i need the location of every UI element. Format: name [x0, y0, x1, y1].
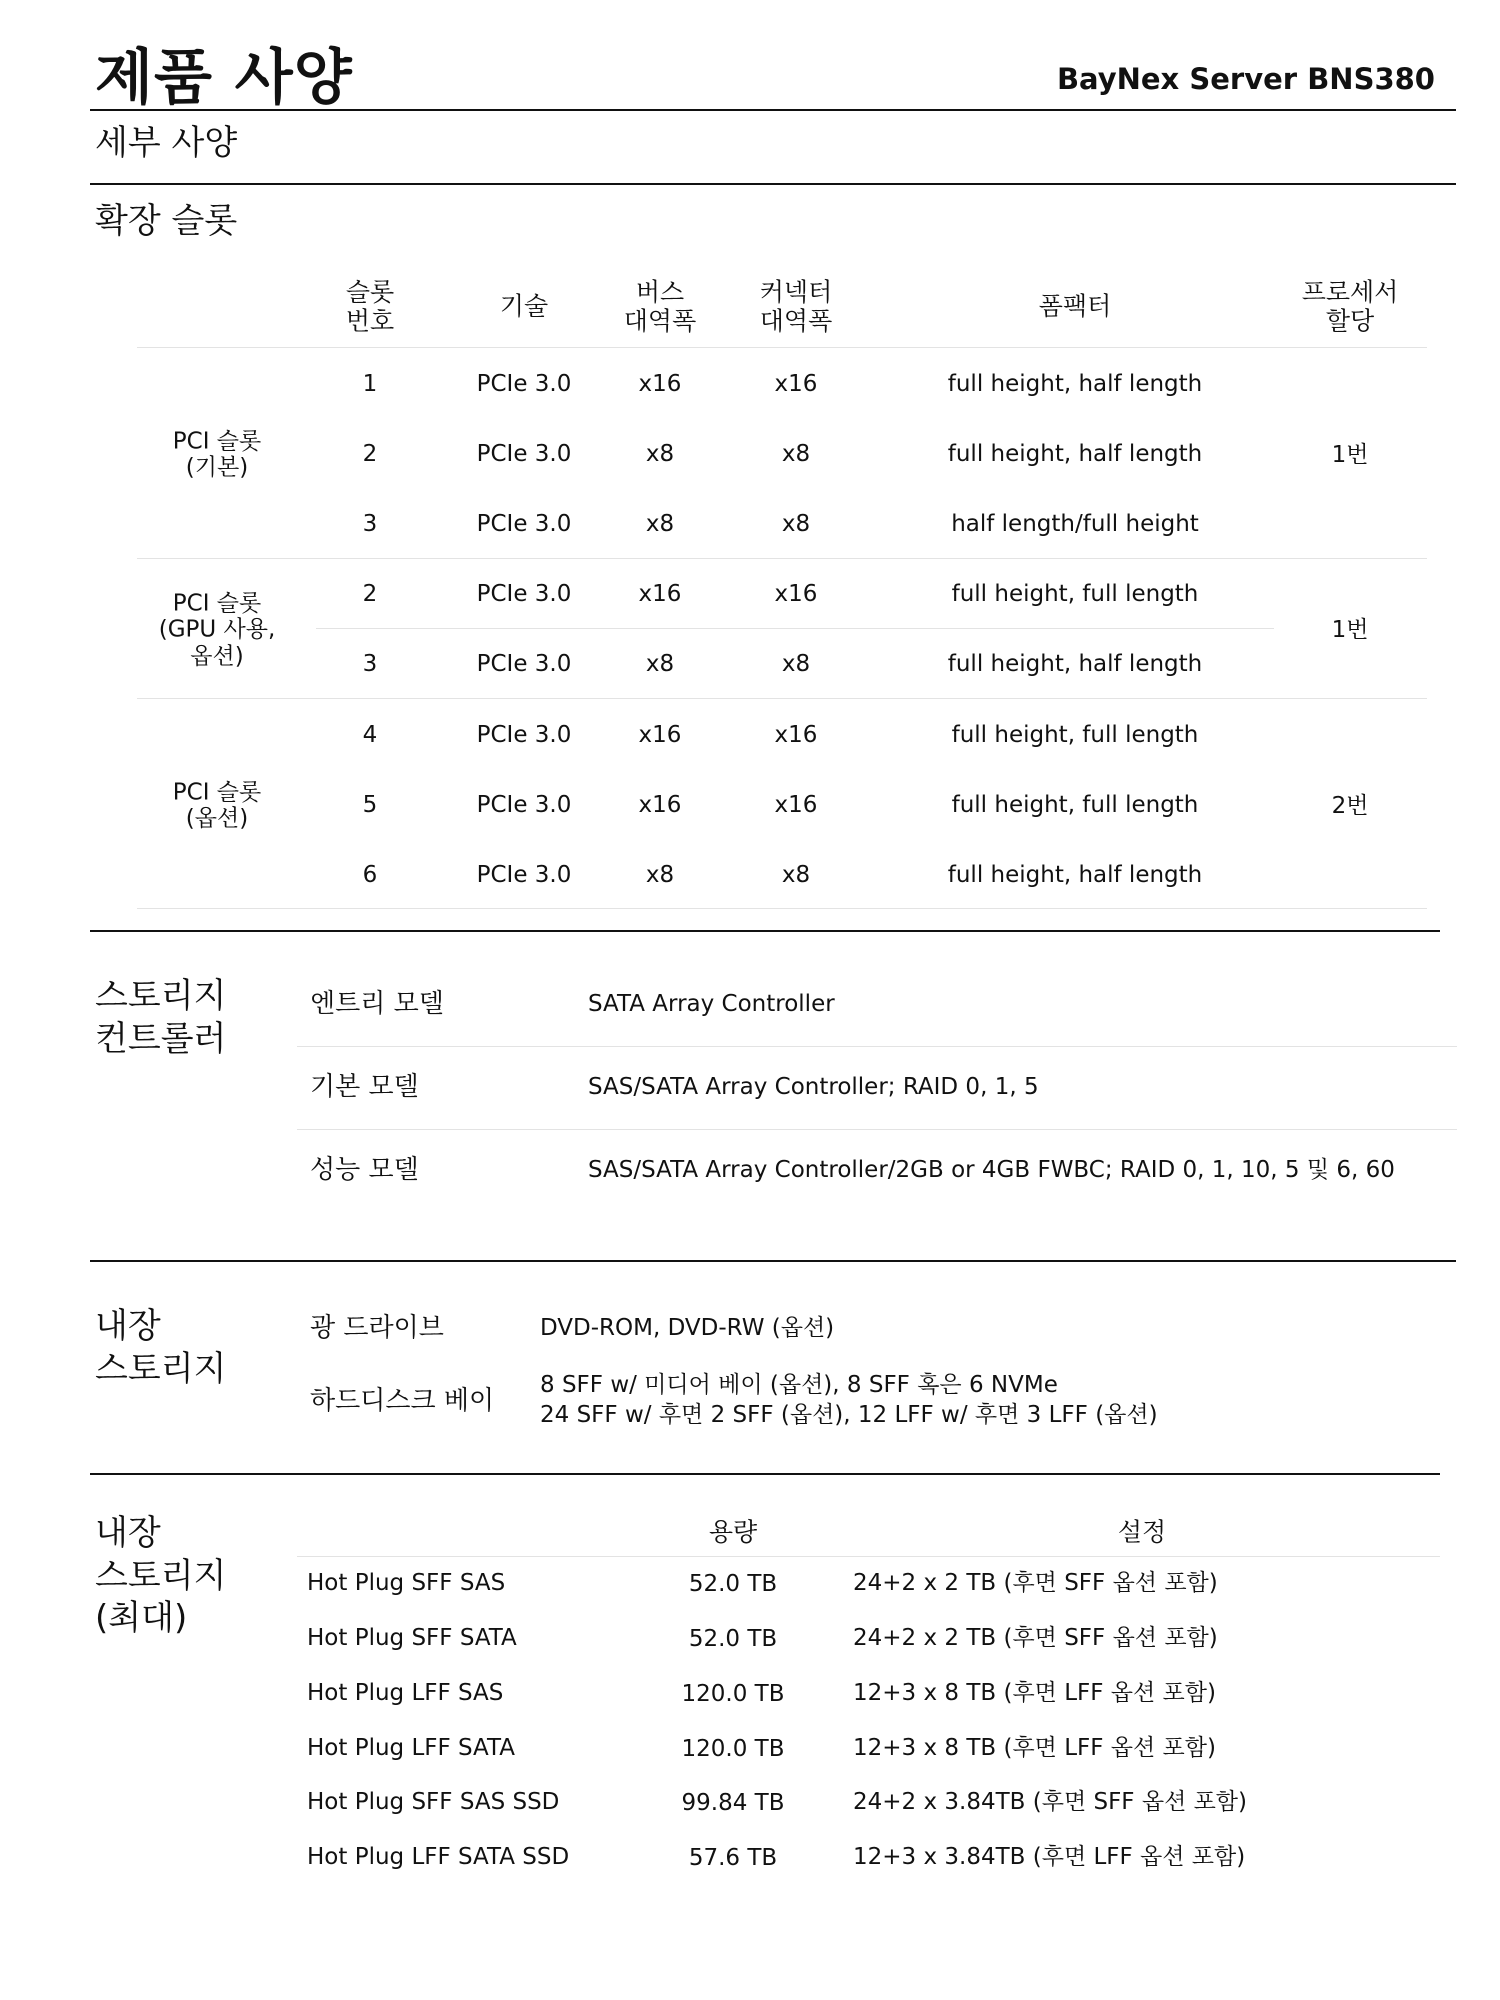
slot-number: 5 — [362, 791, 378, 818]
drive-type: Hot Plug SFF SAS SSD — [307, 1789, 560, 1816]
model-spec: SATA Array Controller — [588, 991, 835, 1018]
table-divider — [137, 698, 1427, 699]
drive-type: Hot Plug LFF SATA SSD — [307, 1844, 570, 1871]
slot-tech: PCIe 3.0 — [476, 370, 572, 397]
model-spec: SAS/SATA Array Controller/2GB or 4GB FWBC; RAID 0, 1, 10, 5 및 6, 60 — [588, 1157, 1395, 1184]
slot-bus: x16 — [638, 370, 682, 397]
section-divider — [90, 930, 1440, 932]
model-name: 기본 모델 — [310, 1072, 419, 1103]
slot-number: 3 — [362, 650, 378, 677]
drive-config: 12+3 x 8 TB (후면 LFF 옵션 포함) — [853, 1680, 1216, 1707]
drive-config: 24+2 x 2 TB (후면 SFF 옵션 포함) — [853, 1625, 1218, 1652]
section-divider — [90, 1473, 1440, 1475]
slot-bus: x8 — [645, 650, 675, 677]
drive-config: 12+3 x 3.84TB (후면 LFF 옵션 포함) — [853, 1844, 1246, 1871]
column-header-connector: 커넥터 대역폭 — [759, 277, 833, 335]
drive-type: Hot Plug SFF SATA — [307, 1625, 517, 1652]
slot-connector: x8 — [781, 861, 811, 888]
slot-bus: x8 — [645, 510, 675, 537]
column-header-form-factor: 폼팩터 — [1038, 291, 1112, 321]
slot-connector: x16 — [774, 721, 818, 748]
drive-capacity: 120.0 TB — [681, 1680, 785, 1707]
slot-form-factor: half length/full height — [951, 510, 1199, 537]
drive-capacity: 99.84 TB — [681, 1789, 785, 1816]
model-name: 성능 모델 — [310, 1155, 419, 1186]
optical-drive-label: 광 드라이브 — [310, 1313, 444, 1344]
table-divider — [137, 908, 1427, 909]
model-spec: SAS/SATA Array Controller; RAID 0, 1, 5 — [588, 1074, 1039, 1101]
group-label: PCI 슬롯 (옵션) — [172, 779, 262, 832]
slot-tech: PCIe 3.0 — [476, 650, 572, 677]
processor-assignment: 1번 — [1331, 616, 1369, 643]
section-title-internal-storage-max: 내장 스토리지 (최대) — [95, 1513, 227, 1638]
slot-form-factor: full height, half length — [947, 650, 1203, 677]
section-divider — [90, 1260, 1456, 1262]
slot-tech: PCIe 3.0 — [476, 861, 572, 888]
row-divider — [297, 1129, 1457, 1130]
slot-bus: x8 — [645, 440, 675, 467]
drive-type: Hot Plug LFF SAS — [307, 1680, 504, 1707]
processor-assignment: 2번 — [1331, 792, 1369, 819]
column-header-processor: 프로세서 할당 — [1301, 277, 1399, 335]
table-divider — [316, 628, 1274, 629]
drive-type: Hot Plug LFF SATA — [307, 1735, 515, 1762]
slot-form-factor: full height, full length — [951, 721, 1199, 748]
drive-config: 24+2 x 2 TB (후면 SFF 옵션 포함) — [853, 1570, 1218, 1597]
slot-connector: x8 — [781, 510, 811, 537]
slot-form-factor: full height, full length — [951, 580, 1199, 607]
slot-tech: PCIe 3.0 — [476, 791, 572, 818]
slot-tech: PCIe 3.0 — [476, 440, 572, 467]
slot-number: 4 — [362, 721, 378, 748]
drive-config: 12+3 x 8 TB (후면 LFF 옵션 포함) — [853, 1735, 1216, 1762]
slot-form-factor: full height, full length — [951, 791, 1199, 818]
group-label: PCI 슬롯 (기본) — [172, 428, 262, 481]
model-name: 엔트리 모델 — [310, 989, 444, 1020]
column-header-tech: 기술 — [499, 291, 549, 321]
drive-capacity: 52.0 TB — [688, 1625, 778, 1652]
processor-assignment: 1번 — [1331, 441, 1369, 468]
slot-connector: x8 — [781, 650, 811, 677]
section-title-storage-controller: 스토리지 컨트롤러 — [95, 976, 227, 1059]
page-subtitle: 세부 사양 — [95, 123, 238, 163]
slot-connector: x16 — [774, 580, 818, 607]
slot-form-factor: full height, half length — [947, 370, 1203, 397]
drive-config: 24+2 x 3.84TB (후면 SFF 옵션 포함) — [853, 1789, 1248, 1816]
slot-connector: x8 — [781, 440, 811, 467]
slot-connector: x16 — [774, 791, 818, 818]
drive-capacity: 52.0 TB — [688, 1570, 778, 1597]
slot-number: 2 — [362, 580, 378, 607]
column-header-config: 설정 — [1117, 1517, 1167, 1547]
column-header-bus: 버스 대역폭 — [623, 277, 697, 335]
drive-capacity: 57.6 TB — [688, 1844, 778, 1871]
slot-tech: PCIe 3.0 — [476, 721, 572, 748]
table-divider — [137, 558, 1427, 559]
slot-number: 3 — [362, 510, 378, 537]
slot-connector: x16 — [774, 370, 818, 397]
drive-bay-label: 하드디스크 베이 — [310, 1386, 495, 1417]
section-divider — [90, 183, 1456, 185]
section-title-expansion: 확장 슬롯 — [95, 201, 238, 241]
product-name: BayNex Server BNS380 — [1056, 62, 1435, 96]
slot-form-factor: full height, half length — [947, 440, 1203, 467]
section-title-internal-storage: 내장 스토리지 — [95, 1306, 227, 1389]
slot-bus: x16 — [638, 791, 682, 818]
group-label: PCI 슬롯 (GPU 사용, 옵션) — [158, 590, 276, 670]
table-divider — [137, 347, 1427, 348]
optical-drive-value: DVD-ROM, DVD-RW (옵션) — [540, 1315, 835, 1342]
column-header-capacity: 용량 — [708, 1517, 758, 1547]
drive-bay-value-line2: 24 SFF w/ 후면 2 SFF (옵션), 12 LFF w/ 후면 3 LFF (옵션) — [540, 1402, 1158, 1429]
drive-bay-value-line1: 8 SFF w/ 미디어 베이 (옵션), 8 SFF 혹은 6 NVMe — [540, 1372, 1058, 1399]
slot-number: 1 — [362, 370, 378, 397]
slot-bus: x16 — [638, 580, 682, 607]
slot-bus: x8 — [645, 861, 675, 888]
page-title: 제품 사양 — [95, 43, 353, 113]
header-divider — [90, 109, 1456, 111]
slot-tech: PCIe 3.0 — [476, 510, 572, 537]
row-divider — [297, 1046, 1457, 1047]
table-divider — [297, 1556, 1440, 1557]
column-header-slot: 슬롯 번호 — [345, 277, 395, 335]
drive-capacity: 120.0 TB — [681, 1735, 785, 1762]
slot-form-factor: full height, half length — [947, 861, 1203, 888]
slot-number: 6 — [362, 861, 378, 888]
drive-type: Hot Plug SFF SAS — [307, 1570, 506, 1597]
slot-tech: PCIe 3.0 — [476, 580, 572, 607]
slot-bus: x16 — [638, 721, 682, 748]
slot-number: 2 — [362, 440, 378, 467]
